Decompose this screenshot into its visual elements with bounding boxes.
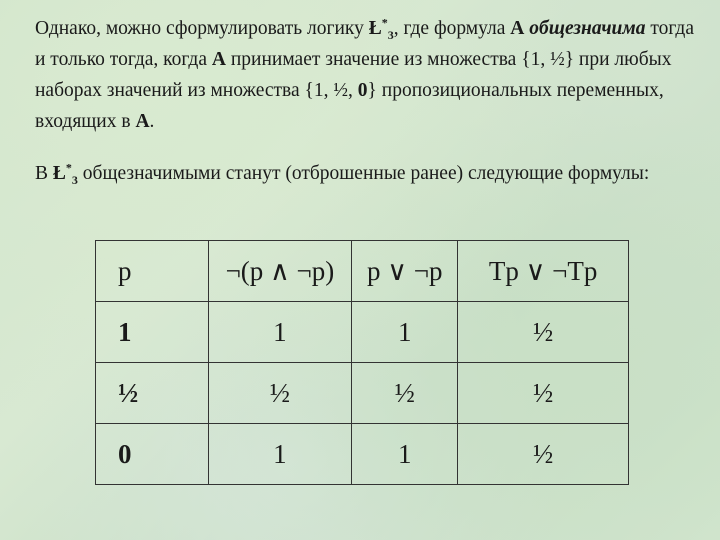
formula-symbol: A: [510, 18, 525, 39]
table-cell: 1: [352, 424, 458, 485]
table-header-row: [96, 241, 629, 302]
table-cell: ½: [96, 363, 209, 424]
header-cell: p ∨ ¬p: [352, 241, 458, 302]
table-cell: ½: [352, 363, 458, 424]
header-cell: p: [96, 241, 209, 302]
table-cell: ½: [458, 424, 629, 485]
text: общезначимыми станут (отброшенные ранее) следующие формулы:: [77, 163, 650, 184]
text: тогда и только тогда, когда: [35, 18, 695, 70]
text: В: [35, 163, 53, 184]
table-cell: 0: [96, 424, 209, 485]
paragraph-definition: [35, 13, 700, 137]
formula-symbol: A: [135, 111, 150, 132]
table-cell: 1: [208, 424, 352, 485]
logic-name: $Ł^*_3$: [52, 160, 78, 187]
text: .: [149, 111, 155, 132]
table-cell: ½: [458, 302, 629, 363]
table-cell: 1: [96, 302, 209, 363]
header-cell: ¬(p ∧ ¬p): [208, 241, 352, 302]
set-notation: }: [367, 80, 377, 101]
table-cell: ½: [208, 363, 352, 424]
paragraph-intro: [35, 158, 700, 189]
truth-table: [95, 240, 629, 485]
text: принимает значение из множества {1, ½} при любых наборах значений из множества: [35, 49, 672, 101]
header-cell: Tp ∨ ¬Tp: [458, 241, 629, 302]
text: пропозициональных переменных, входящих в: [35, 80, 664, 132]
table-row: [96, 302, 629, 363]
text: , где формула: [393, 18, 511, 39]
set-zero: 0: [357, 80, 368, 101]
table-cell: ½: [458, 363, 629, 424]
table-row: [96, 363, 629, 424]
logic-name: $Ł^*_3$: [368, 15, 394, 42]
text: Однако, можно сформулировать логику: [35, 18, 369, 39]
table-row: [96, 424, 629, 485]
table-cell: 1: [352, 302, 458, 363]
table-cell: 1: [208, 302, 352, 363]
set-notation: {1, ½,: [304, 80, 358, 101]
term-emphasis: общезначима: [529, 18, 646, 39]
formula-symbol: A: [211, 49, 226, 70]
